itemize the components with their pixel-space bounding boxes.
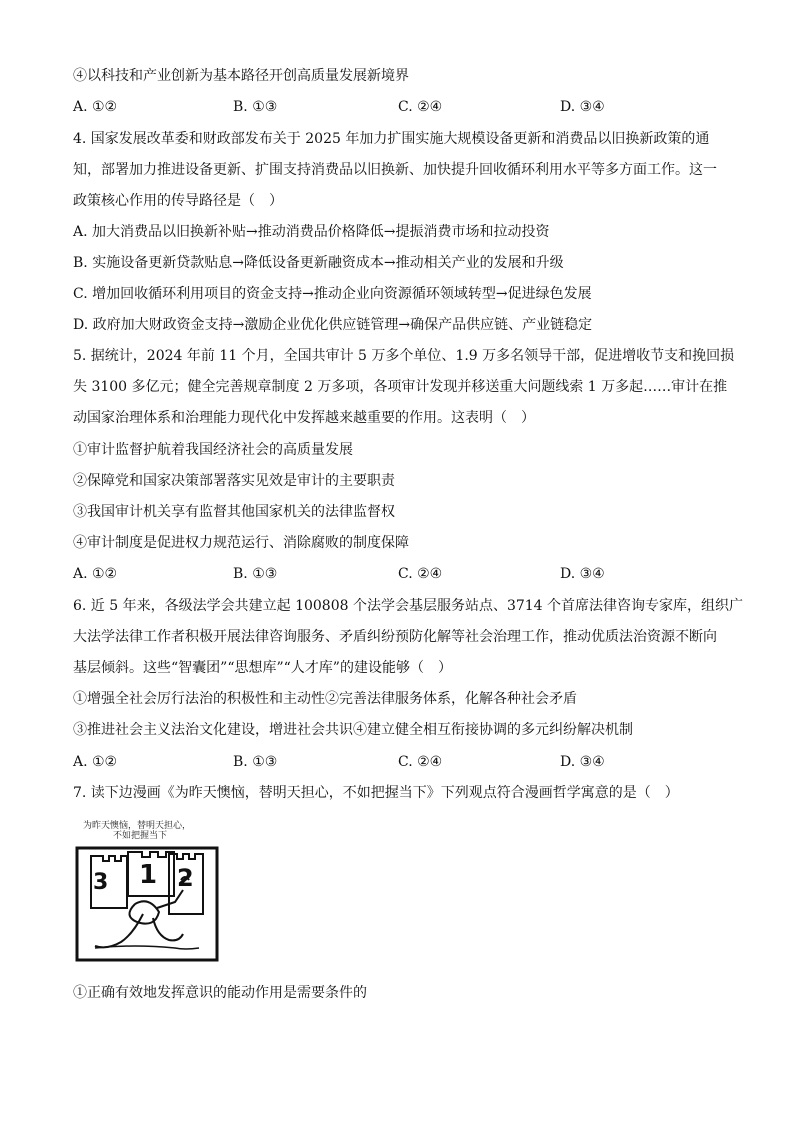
q5-statement-3: ③我国审计机关享有监督其他国家机关的法律监督权	[73, 504, 395, 520]
q6-stem-line-2: 大法学法律工作者积极开展法律咨询服务、矛盾纠纷预防化解等社会治理工作，推动优质法治资源不断向	[73, 629, 717, 645]
choice-c[interactable]: C. ②④	[398, 754, 443, 770]
choice-c[interactable]: C. ②④	[398, 99, 443, 115]
q6-statements-1-2: ①增强全社会厉行法治的积极性和主动性②完善法律服务体系，化解各种社会矛盾	[73, 691, 577, 707]
q6-stem-line-1: 6. 近 5 年来，各级法学会共建立起 100808 个法学会基层服务站点、3714 个首席法律咨询专家库，组织广	[73, 598, 744, 614]
q5-stem-line-3: 动国家治理体系和治理能力现代化中发挥越来越重要的作用。这表明（ ）	[73, 410, 535, 426]
cartoon-number-1: 1	[139, 860, 158, 890]
q5-stem-line-1: 5. 据统计，2024 年前 11 个月，全国共审计 5 万多个单位、1.9 万多名领导干部，促进增收节支和挽回损	[73, 348, 735, 364]
q7-stem: 7. 读下边漫画《为昨天懊恼，替明天担心，不如把握当下》下列观点符合漫画哲学寓意的是（ ）	[73, 785, 679, 801]
q5-statement-1: ①审计监督护航着我国经济社会的高质量发展	[73, 442, 353, 458]
choice-d[interactable]: D. ③④	[560, 566, 605, 582]
q5-choices	[73, 564, 733, 584]
choice-b[interactable]: B. ①③	[233, 99, 278, 115]
cartoon-number-2: 2	[177, 864, 194, 892]
choice-d[interactable]: D. ③④	[560, 754, 605, 770]
q5-stem-line-2: 失 3100 多亿元；健全完善规章制度 2 万多项，各项审计发现并移送重大问题线索 1 万多起……审计在推	[73, 379, 728, 395]
cartoon-number-3: 3	[93, 870, 109, 895]
q4-choice-a[interactable]: A. 加大消费品以旧换新补贴→推动消费品价格降低→提振消费市场和拉动投资	[73, 224, 550, 240]
q3-option-4: ④以科技和产业创新为基本路径开创高质量发展新境界	[73, 68, 409, 84]
choice-a[interactable]: A. ①②	[73, 754, 118, 770]
q4-stem-line-2: 知，部署加力推进设备更新、扩围支持消费品以旧换新、加快提升回收循环利用水平等多方面工作。这一	[73, 162, 717, 178]
cartoon-caption-line-1: 为昨天懊恼，替明天担心，	[83, 821, 192, 831]
cartoon-illustration	[73, 818, 223, 968]
q4-choice-d[interactable]: D. 政府加大财政资金支持→激励企业优化供应链管理→确保产品供应链、产业链稳定	[73, 317, 593, 333]
choice-d[interactable]: D. ③④	[560, 99, 605, 115]
q5-statement-2: ②保障党和国家决策部署落实见效是审计的主要职责	[73, 473, 395, 489]
q4-stem-line-3: 政策核心作用的传导路径是（ ）	[73, 193, 283, 209]
choice-b[interactable]: B. ①③	[233, 566, 278, 582]
q4-choice-c[interactable]: C. 增加回收循环利用项目的资金支持→推动企业向资源循环领域转型→促进绿色发展	[73, 286, 592, 302]
choice-b[interactable]: B. ①③	[233, 754, 278, 770]
q4-choice-b[interactable]: B. 实施设备更新贷款贴息→降低设备更新融资成本→推动相关产业的发展和升级	[73, 255, 564, 271]
q6-stem-line-3: 基层倾斜。这些“智囊团”“思想库”“人才库”的建设能够（ ）	[73, 660, 452, 676]
choice-a[interactable]: A. ①②	[73, 566, 118, 582]
q7-statement-1: ①正确有效地发挥意识的能动作用是需要条件的	[73, 985, 367, 1001]
q6-statements-3-4: ③推进社会主义法治文化建设，增进社会共识④建立健全相互衔接协调的多元纠纷解决机制	[73, 722, 633, 738]
q4-stem-line-1: 4. 国家发展改革委和财政部发布关于 2025 年加力扩围实施大规模设备更新和消费品以旧换新政策的通	[73, 131, 710, 147]
q3-choices	[73, 97, 733, 117]
q6-choices	[73, 752, 733, 772]
choice-a[interactable]: A. ①②	[73, 99, 118, 115]
q5-statement-4: ④审计制度是促进权力规范运行、消除腐败的制度保障	[73, 535, 409, 551]
choice-c[interactable]: C. ②④	[398, 566, 443, 582]
cartoon-caption-line-2: 不如把握当下	[113, 831, 168, 841]
